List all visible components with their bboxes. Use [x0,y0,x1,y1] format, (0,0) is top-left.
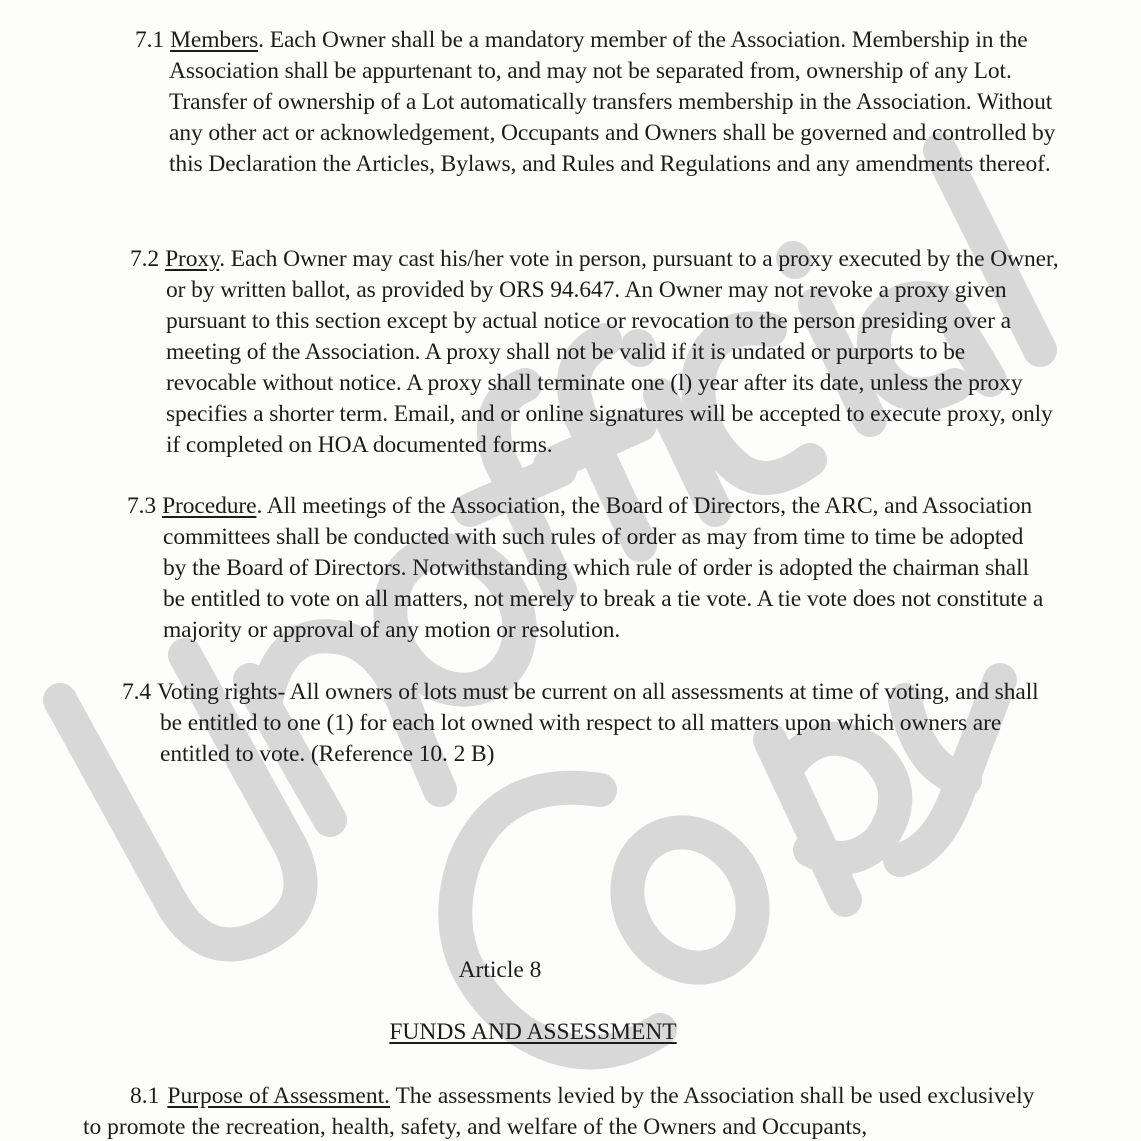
section-text: Each Owner shall be a mandatory member of the Association. Membership in the Association shall be appurtenant to, and may not be separated from, ownership of any Lot. Transfer of ownership of a Lot automatically transfers membership in the Association. Without any other act or acknowledgement, Occupants and Owners shall be governed and controlled by this Declaration the Articles, Bylaws, and Rules and Regulations and any amendments thereof. [169,27,1056,177]
section-text: All owners of lots must be current on all assessments at time of voting, and shall be entitled to one (1) for each lot owned with respect to all matters upon which owners are entitled to vote. (Reference 10. 2 B) [160,679,1039,767]
section-heading: Voting rights [157,679,278,705]
section-text: The assessments levied by the Association shall be used exclusively to promote the recreation, health, safety, and welfare of the Owners and Occupants, [83,1083,1035,1140]
section-heading: Members [170,27,259,53]
section-number: 7.4 [122,679,152,705]
section-number: 8.1 [130,1083,160,1109]
section-7-2 [130,244,1065,461]
section-8-1 [83,1081,1043,1141]
article-title: FUNDS AND ASSESSMENT [389,1019,677,1045]
section-7-3 [127,491,1052,646]
section-text: All meetings of the Association, the Board of Directors, the ARC, and Association committees shall be conducted with such rules of order as may from time to time be adopted by the Board of Directors. Notwithstanding which rule of order is adopted the chairman shall be entitled to vote on all matters, not merely to break a tie vote. A tie vote does not constitute a majority or approval of any motion or resolution. [163,493,1044,643]
section-heading: Purpose of Assessment. [167,1083,390,1109]
section-heading-punct: . [258,27,264,53]
section-number: 7.2 [130,246,160,272]
section-heading-punct: . [256,493,263,519]
section-heading: Procedure [162,493,257,519]
section-7-1 [135,25,1065,180]
article-number-heading: Article 8 [458,957,542,983]
section-number: 7.3 [127,493,157,519]
section-heading-punct: . [219,246,225,272]
section-7-4 [122,677,1052,770]
section-number: 7.1 [135,27,165,53]
section-text: Each Owner may cast his/her vote in person, pursuant to a proxy executed by the Owner, or by written ballot, as provided by ORS 94.647. An Owner may not revoke a proxy given pursuant to this section except by actual notice or revocation to the person presiding over a meeting of the Association. A proxy shall not be valid if it is undated or purports to be revocable without notice. A proxy shall terminate one (l) year after its date, unless the proxy specifies a shorter term. Email, and or online signatures will be accepted to execute proxy, only if completed on HOA documented forms. [166,246,1059,458]
section-heading: Proxy [165,246,220,272]
section-heading-punct: - [277,679,286,705]
